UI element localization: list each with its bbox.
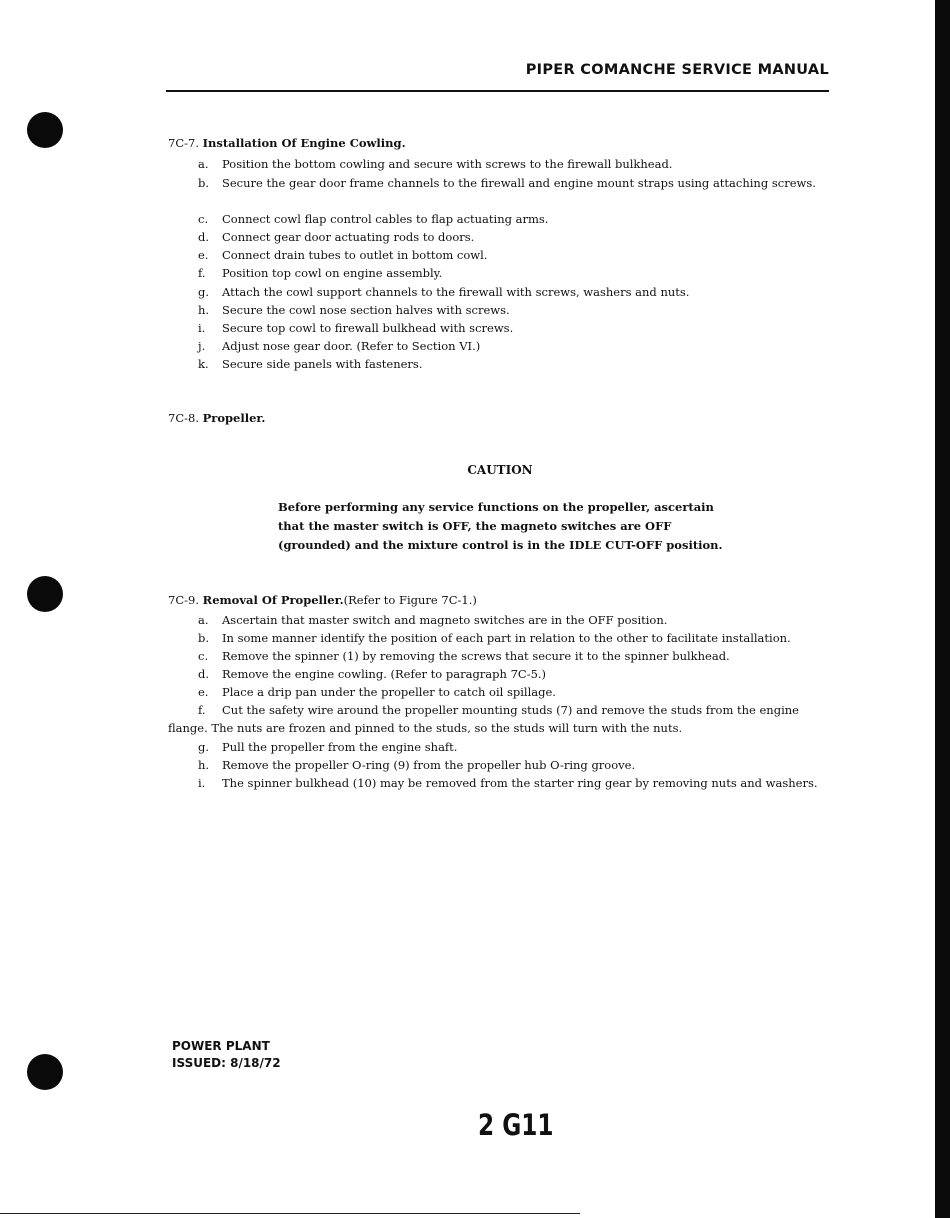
list-item [168, 264, 830, 282]
item-label: a. [198, 613, 209, 627]
list-item [168, 337, 830, 355]
item-label: e. [198, 685, 209, 699]
item-label: e. [198, 248, 209, 262]
item-label: b. [198, 631, 210, 645]
item-label: a. [198, 157, 209, 171]
section-7c8-heading [168, 411, 265, 425]
list-item [168, 647, 830, 665]
item-text: Adjust nose gear door. (Refer to Section VI.) [222, 339, 481, 353]
item-label: j. [198, 339, 206, 353]
caution-title: CAUTION [467, 463, 533, 477]
section-title: Removal Of Propeller. [202, 593, 344, 607]
section-figure-ref: (Refer to Figure 7C-1.) [343, 593, 477, 607]
item-text: Secure the cowl nose section halves with screws. [222, 303, 510, 317]
footer-section: POWER PLANT [172, 1039, 270, 1053]
page-number: 2 G11 [478, 1108, 554, 1142]
item-text: Remove the engine cowling. (Refer to paragraph 7C-5.) [222, 667, 547, 681]
list-item [168, 774, 830, 792]
section-7c9-heading [168, 593, 477, 607]
item-label: i. [198, 321, 206, 335]
item-label: c. [198, 649, 209, 663]
list-item [168, 701, 830, 737]
item-text: Remove the propeller O-ring (9) from the propeller hub O-ring groove. [222, 758, 636, 772]
list-item [168, 629, 830, 647]
list-item [168, 665, 830, 683]
item-label: d. [198, 667, 210, 681]
section-number: 7C-7. [168, 136, 199, 150]
item-label: g. [198, 285, 210, 299]
section-title: Installation Of Engine Cowling. [202, 136, 406, 150]
item-text: Connect cowl flap control cables to flap actuating arms. [222, 212, 549, 226]
item-text: Position the bottom cowling and secure with screws to the firewall bulkhead. [222, 157, 673, 171]
item-text: Secure the gear door frame channels to the firewall and engine mount straps using attaching screws. [222, 176, 816, 190]
item-text: The spinner bulkhead (10) may be removed from the starter ring gear by removing nuts and washers. [222, 776, 818, 790]
bottom-rule [0, 1213, 580, 1214]
list-item [168, 228, 830, 246]
header-rule [166, 90, 829, 92]
footer [172, 1038, 281, 1072]
list-item [168, 210, 830, 228]
section-number: 7C-8. [168, 411, 199, 425]
item-text: Secure side panels with fasteners. [222, 357, 423, 371]
item-text: Cut the safety wire around the propeller mounting studs (7) and remove the studs from the engine flange. The nuts are frozen and pinned to the studs, so the studs will turn with the nuts. [168, 703, 799, 735]
caution-text: Before performing any service functions on the propeller, ascertain that the master switch is OFF, the magneto switches are OFF (grounded) and the mixture control is in the IDLE CUT-OFF position. [278, 500, 723, 552]
item-text: Position top cowl on engine assembly. [222, 266, 443, 280]
item-text: Connect gear door actuating rods to doors. [222, 230, 475, 244]
list-item [168, 283, 830, 301]
list-item [168, 611, 830, 629]
manual-title: PIPER COMANCHE SERVICE MANUAL [525, 62, 829, 78]
item-label: b. [198, 176, 210, 190]
item-label: g. [198, 740, 210, 754]
scan-edge-bar [935, 0, 950, 1218]
item-text: Ascertain that master switch and magneto switches are in the OFF position. [222, 613, 668, 627]
binder-hole [27, 1054, 63, 1090]
footer-issued-date: ISSUED: 8/18/72 [172, 1056, 281, 1070]
list-item [168, 319, 830, 337]
item-text: Place a drip pan under the propeller to catch oil spillage. [222, 685, 556, 699]
section-number: 7C-9. [168, 593, 199, 607]
binder-hole [27, 576, 63, 612]
list-item [168, 155, 830, 173]
list-item [168, 756, 830, 774]
list-item [168, 246, 830, 264]
section-7c7-heading [168, 136, 406, 150]
list-item [168, 683, 830, 701]
item-label: h. [198, 758, 210, 772]
item-text: Remove the spinner (1) by removing the screws that secure it to the spinner bulkhead. [222, 649, 730, 663]
list-item [168, 301, 830, 319]
list-item [168, 738, 830, 756]
item-text: Secure top cowl to firewall bulkhead with screws. [222, 321, 514, 335]
item-label: f. [198, 703, 206, 717]
item-label: d. [198, 230, 210, 244]
item-label: i. [198, 776, 206, 790]
section-title: Propeller. [202, 411, 266, 425]
item-label: f. [198, 266, 206, 280]
item-label: h. [198, 303, 210, 317]
item-label: k. [198, 357, 209, 371]
item-text: Attach the cowl support channels to the firewall with screws, washers and nuts. [222, 285, 690, 299]
item-text: Connect drain tubes to outlet in bottom cowl. [222, 248, 488, 262]
item-label: c. [198, 212, 209, 226]
item-text: Pull the propeller from the engine shaft. [222, 740, 458, 754]
binder-hole [27, 112, 63, 148]
list-item [168, 355, 830, 373]
item-text: In some manner identify the position of each part in relation to the other to facilitate installation. [222, 631, 791, 645]
list-item [168, 174, 830, 192]
